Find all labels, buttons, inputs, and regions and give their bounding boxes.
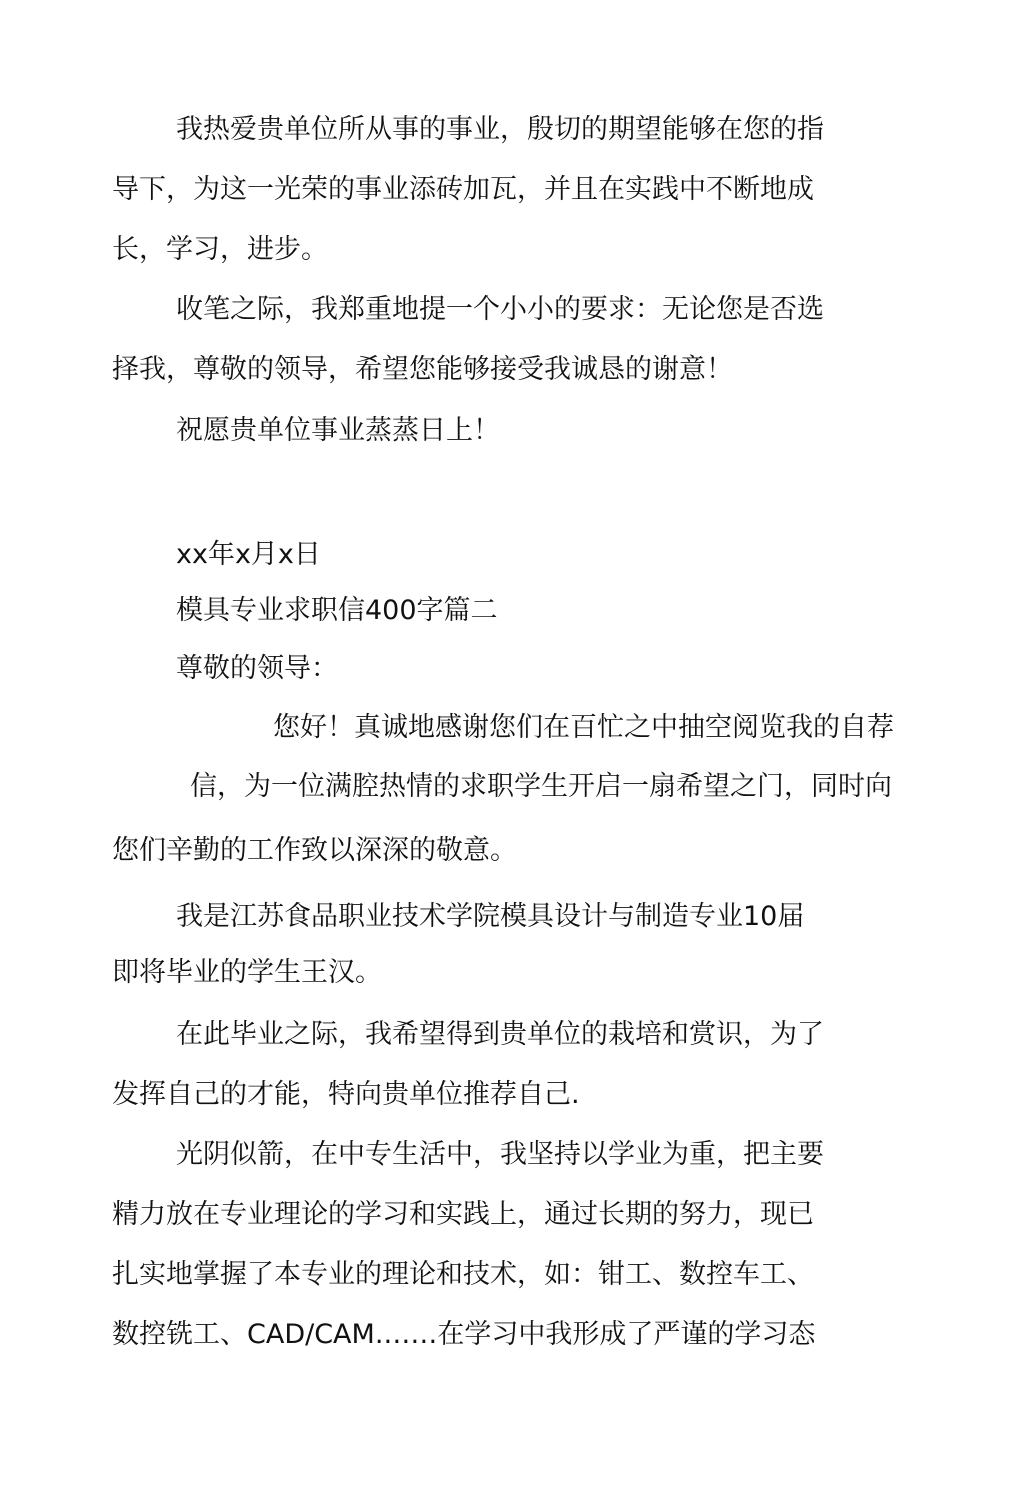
paragraph-line: 收笔之际，我郑重地提一个小小的要求：无论您是否选 [176, 294, 824, 325]
paragraph-line: 您们辛勤的工作致以深深的敬意。 [112, 835, 517, 866]
paragraph-line: 信，为一位满腔热情的求职学生开启一扇希望之门，同时向 [190, 771, 892, 802]
paragraph-line: 发挥自己的才能，特向贵单位推荐自己. [112, 1079, 580, 1110]
salutation: 尊敬的领导： [176, 653, 338, 684]
paragraph-line: 在此毕业之际，我希望得到贵单位的栽培和赏识，为了 [176, 1019, 824, 1050]
paragraph-line: 我是江苏食品职业技术学院模具设计与制造专业10届 [176, 901, 805, 932]
paragraph-line: 导下，为这一光荣的事业添砖加瓦，并且在实践中不断地成 [112, 174, 814, 205]
paragraph-line: 精力放在专业理论的学习和实践上，通过长期的努力，现已 [112, 1199, 814, 1230]
paragraph-line: 光阴似箭，在中专生活中，我坚持以学业为重，把主要 [176, 1139, 824, 1170]
paragraph-line: 数控铣工、CAD/CAM.……在学习中我形成了严谨的学习态 [112, 1319, 816, 1350]
paragraph-line: 您好！真诚地感谢您们在百忙之中抽空阅览我的自荐 [273, 712, 894, 743]
date-line: xx年x月x日 [176, 539, 321, 570]
paragraph-line: 即将毕业的学生王汉。 [112, 957, 382, 988]
section-title: 模具专业求职信400字篇二 [176, 595, 498, 626]
paragraph-line: 长，学习，进步。 [112, 234, 328, 265]
paragraph-line: 我热爱贵单位所从事的事业，殷切的期望能够在您的指 [176, 114, 824, 145]
paragraph-line: 扎实地掌握了本专业的理论和技术，如：钳工、数控车工、 [112, 1259, 814, 1290]
paragraph-line: 择我，尊敬的领导，希望您能够接受我诚恳的谢意！ [112, 354, 733, 385]
paragraph-line: 祝愿贵单位事业蒸蒸日上！ [176, 415, 500, 446]
